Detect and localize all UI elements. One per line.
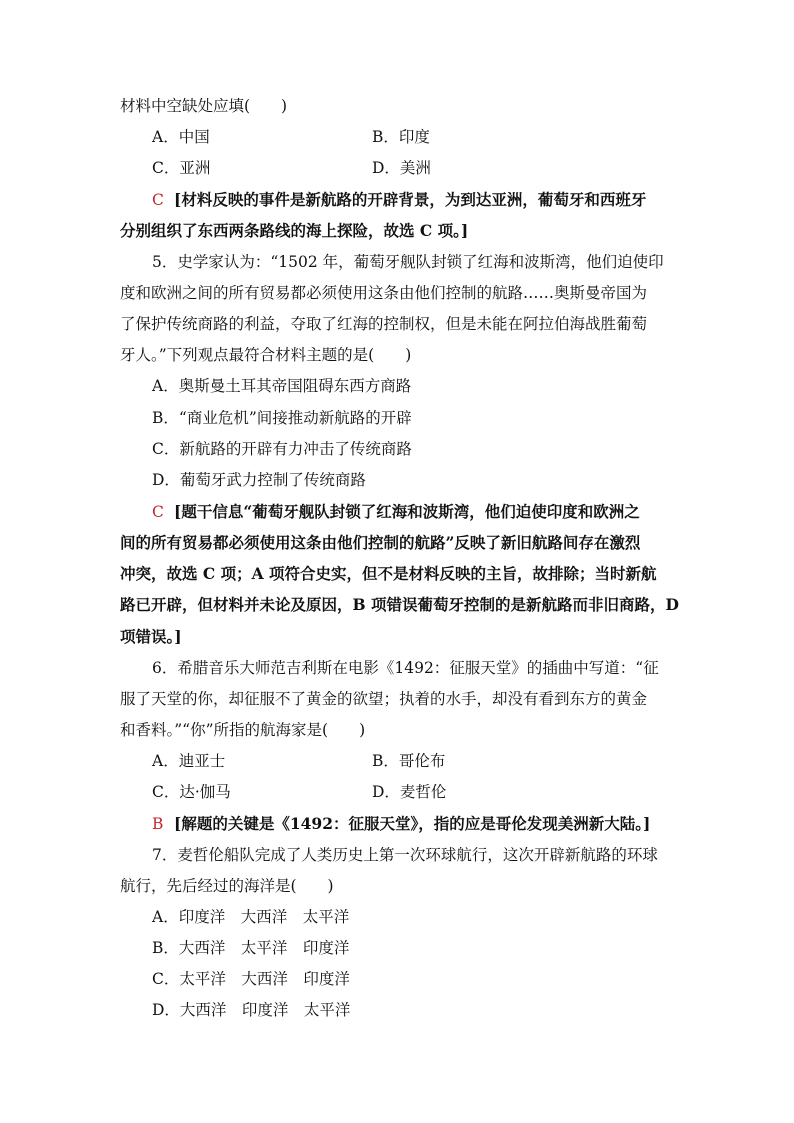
q6-explanation-text-1: [解题的关键是《1492：征服天堂》，指的应是哥伦发现美洲新大陆。] bbox=[174, 814, 651, 833]
q5-option-b: B．“商业危机”间接推动新航路的开辟 bbox=[152, 409, 412, 427]
q6-option-c: C．达·伽马 bbox=[152, 783, 231, 801]
q6-option-b: B．哥伦布 bbox=[372, 752, 446, 770]
q5-option-a: A．奥斯曼土耳其帝国阻碍东西方商路 bbox=[152, 377, 412, 395]
q5-explanation-text-4: 路已开辟，但材料并未论及原因，B 项错误葡萄牙控制的是新航路而非旧商路，D bbox=[120, 595, 679, 614]
q5-explanation-text-1: [题干信息“葡萄牙舰队封锁了红海和波斯湾，他们迫使印度和欧洲之 bbox=[174, 502, 640, 521]
q4-option-c: C．亚洲 bbox=[152, 159, 211, 177]
q5-option-c: C．新航路的开辟有力冲击了传统商路 bbox=[152, 440, 412, 458]
q5-stem-line-2: 度和欧洲之间的所有贸易都必须使用这条由他们控制的航路……奥斯曼帝国为 bbox=[120, 284, 648, 302]
q5-answer-explanation-line-1 bbox=[152, 502, 640, 522]
q5-stem-line-1: 5．史学家认为：“1502 年，葡萄牙舰队封锁了红海和波斯湾，他们迫使印 bbox=[152, 253, 664, 271]
q6-answer-letter: B bbox=[152, 815, 164, 833]
q6-option-d: D．麦哲伦 bbox=[372, 783, 447, 801]
q4-answer-letter: C bbox=[152, 191, 164, 209]
q4-explanation-text-2: 分别组织了东西两条路线的海上探险，故选 C 项。] bbox=[120, 221, 469, 240]
q6-stem-line-3: 和香料。”“你”所指的航海家是( ) bbox=[120, 721, 366, 739]
q4-stem: 材料中空缺处应填( ) bbox=[120, 97, 288, 115]
q6-stem-line-1: 6．希腊音乐大师范吉利斯在电影《1492：征服天堂》的插曲中写道：“征 bbox=[152, 659, 659, 677]
q7-stem-line-1: 7．麦哲伦船队完成了人类历史上第一次环球航行，这次开辟新航路的环球 bbox=[152, 846, 658, 864]
q6-option-a: A．迪亚士 bbox=[152, 752, 226, 770]
q5-explanation-text-2: 间的所有贸易都必须使用这条由他们控制的航路”反映了新旧航路间存在激烈 bbox=[120, 533, 641, 552]
q4-answer-explanation-line-1 bbox=[152, 190, 646, 210]
q4-option-d: D．美洲 bbox=[372, 159, 431, 177]
q5-stem-line-3: 了保护传统商路的利益，夺取了红海的控制权，但是未能在阿拉伯海战胜葡萄 bbox=[120, 315, 648, 333]
q7-option-d: D．大西洋 印度洋 太平洋 bbox=[152, 1001, 351, 1019]
q4-option-a: A．中国 bbox=[152, 128, 210, 146]
q6-answer-explanation-line-1 bbox=[152, 814, 650, 834]
q7-option-a: A．印度洋 大西洋 太平洋 bbox=[152, 908, 350, 926]
q5-explanation-text-5: 项错误。] bbox=[120, 627, 182, 646]
q5-answer-letter: C bbox=[152, 503, 164, 521]
q5-explanation-text-3: 冲突，故选 C 项；A 项符合史实，但不是材料反映的主旨，故排除；当时新航 bbox=[120, 564, 657, 583]
q5-option-d: D．葡萄牙武力控制了传统商路 bbox=[152, 471, 366, 489]
q4-option-b: B．印度 bbox=[372, 128, 430, 146]
q4-explanation-text-1: [材料反映的事件是新航路的开辟背景，为到达亚洲，葡萄牙和西班牙 bbox=[174, 190, 647, 209]
q5-stem-line-4: 牙人。”下列观点最符合材料主题的是( ) bbox=[120, 346, 412, 364]
q7-stem-line-2: 航行，先后经过的海洋是( ) bbox=[120, 877, 334, 895]
q6-stem-line-2: 服了天堂的你，却征服不了黄金的欲望；执着的水手，却没有看到东方的黄金 bbox=[120, 690, 648, 708]
q7-option-b: B．大西洋 太平洋 印度洋 bbox=[152, 939, 350, 957]
q7-option-c: C．太平洋 大西洋 印度洋 bbox=[152, 970, 350, 988]
